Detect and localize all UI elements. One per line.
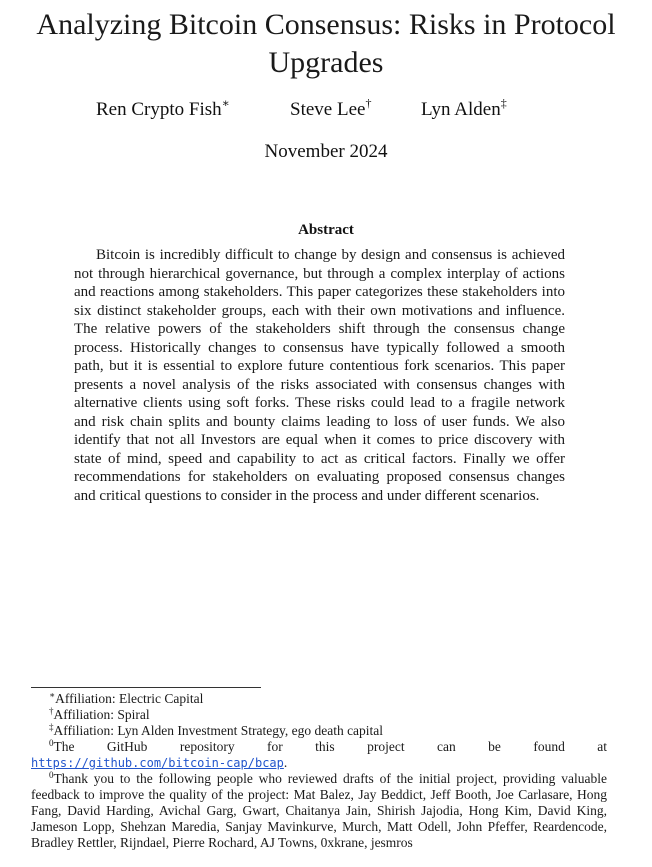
paper-title: Analyzing Bitcoin Consensus: Risks in Protocol Upgrades bbox=[36, 8, 616, 79]
abstract-heading: Abstract bbox=[298, 222, 354, 238]
footnote-text: Affiliation: Lyn Alden Investment Strategy, ego death capital bbox=[53, 723, 384, 738]
footnote-github bbox=[31, 739, 607, 755]
footnote-acknowledgements bbox=[31, 771, 607, 851]
footnote-punctuation: . bbox=[283, 755, 288, 770]
footnote-mark: 0 bbox=[49, 738, 54, 748]
author-ren-crypto-fish bbox=[96, 98, 230, 122]
footnote-text: Thank you to the following people who reviewed drafts of the initial project, providing valuable feedback to improve the quality of the project: Mat Balez, Jay Beddict, Jeff Booth, Joe Carlasare, Hong Fang, David Harding, Avichal Garg, Gwart, Chaitanya Jain, Shirish Jajodia, Hong Kim, David King, Jameson Lopp, Shehzan Maredia, Sanjay Mavinkurve, Murch, Matt Odell, John Pfeffer, Reardencode, Bradley Rettler, Rijndael, Pierre Rochard, AJ Towns, 0xkrane, jesmros bbox=[31, 771, 607, 850]
footnote-mark: † bbox=[49, 706, 54, 716]
author-lyn-alden bbox=[421, 98, 507, 122]
footnote-affiliation-3 bbox=[31, 723, 607, 739]
author-name: Steve Lee bbox=[290, 99, 366, 120]
author-name: Ren Crypto Fish bbox=[96, 99, 222, 120]
author-affiliation-mark: † bbox=[365, 96, 372, 110]
author-steve-lee bbox=[290, 98, 371, 122]
footnotes bbox=[31, 691, 607, 851]
author-affiliation-mark: ‡ bbox=[500, 96, 507, 110]
footnote-affiliation-2 bbox=[31, 707, 607, 723]
footnote-affiliation-1 bbox=[31, 691, 607, 707]
footnote-text: Affiliation: Spiral bbox=[53, 707, 150, 722]
publication-date: November 2024 bbox=[264, 141, 388, 162]
author-name: Lyn Alden bbox=[421, 99, 501, 120]
footnote-divider bbox=[31, 687, 261, 688]
footnote-text: The GitHub repository for this project can be found at bbox=[53, 739, 607, 754]
footnote-text: Affiliation: Electric Capital bbox=[55, 691, 204, 706]
footnote-mark: ∗ bbox=[49, 690, 56, 700]
footnote-github-link-line bbox=[31, 755, 607, 771]
author-affiliation-mark: ∗ bbox=[221, 96, 230, 110]
footnote-mark: 0 bbox=[49, 770, 54, 780]
github-repo-link[interactable]: https://github.com/bitcoin-cap/bcap bbox=[31, 756, 284, 770]
footnote-mark: ‡ bbox=[49, 722, 54, 732]
abstract-body: Bitcoin is incredibly difficult to change by design and consensus is achieved not through hierarchical governance, but through a complex interplay of actions and reactions among stakeholders. This paper categorizes these stakeholders into six distinct stakeholder groups, each with their own motivations and influence. The relative powers of the stakeholders shift through the consensus change process. Historically changes to consensus have typically followed a smooth path, but it is essential to explore future contentious fork scenarios. This paper presents a novel analysis of the risks associated with consensus changes with alternative clients using soft forks. These risks could lead to a fragile network and risk chain splits and bounty claims leading to loss of user funds. We also identify that not all Investors are equal when it comes to price discovery with state of mind, speed and capability to act as critical factors. Finally we offer recommendations for stakeholders on evaluating proposed consensus changes and critical questions to consider in the process and under different scenarios. bbox=[74, 247, 565, 504]
